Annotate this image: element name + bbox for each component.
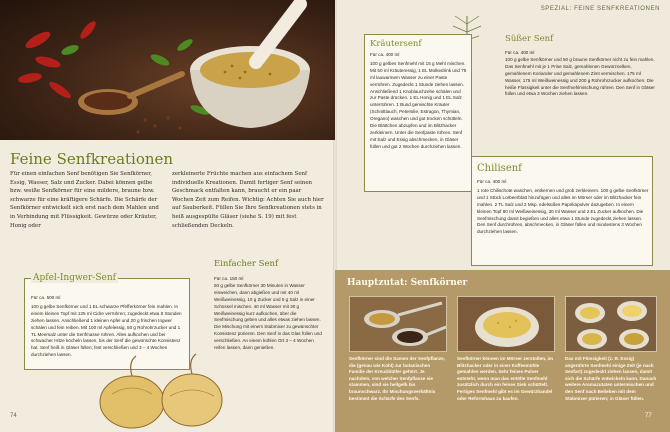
recipe-title-suesser-senf: Süßer Senf (505, 34, 554, 44)
hauptzutat-panel (335, 270, 670, 432)
page-title: Feine Senfkreationen (10, 150, 174, 168)
running-header: SPEZIAL: FEINE SENFKREATIONEN (540, 6, 660, 12)
recipe-box-kraeutersenf (364, 34, 472, 192)
recipe-instructions: 1 rote Chilischote waschen, entkernen und grob zerkleinern. 100 g gelbe Senfkörner und 1 Stück Lorbeerblatt hinzufügen und alles im Mörser oder im Blitzhacker fein mahlen. 2 TL Salz und 2 Msp. edelsüßes Paprikapulver dazugeben. In einem kleinen Topf 80 ml Weißweinessig, 30 ml Wasser und 2 EL Zucker aufkochen. Die Senfmischung damit begießen und alles etwa 1 Stunde zugedeckt ziehen lassen. Den Senf durchrühren, abschmecken, in Gläser füllen und mindestens 3 Wochen durchziehen lassen. (477, 187, 649, 235)
recipe-title: Apfel-Ingwer-Senf (33, 273, 116, 283)
recipe-title-einfacher-senf: Einfacher Senf (214, 259, 279, 269)
page-number-right: 77 (645, 413, 652, 419)
photo-mustard-seeds-spoons (349, 296, 447, 352)
recipe-yield: Für ca. 150 ml (214, 276, 244, 281)
recipe-body (477, 179, 649, 238)
hero-photo-mortar-mustard-seeds (0, 0, 335, 140)
recipe-body-einfacher-senf (214, 276, 324, 352)
recipe-instructions: 100 g gelbes Senfmehl mit 15 g Mehl mischen. Mit 50 ml Kräuteressig, 1 EL Molkedrink und 75 ml lauwarmem Wasser zu einer Paste verrühren. Zugedeckt 1 Stunde ziehen lassen. Anschließend 1 Knoblauchzehe schälen und zur Paste drücken. 1 EL Honig und 1 EL Salz unterrühren. 1 Bund gemischte Kräuter (Schnittlauch, Petersilie, Estragon, Thymian, Oregano) waschen und gut trocken schütteln. Die Blättchen abzupfen und im Blitzhacker zerkleinern. Unter die Senfpaste rühren. Senf mit Salz und Essig abschmecken, in Gläser füllen und gut 2 Wochen durchziehen lassen. (370, 60, 467, 149)
photo-ground-mustard-bowl (457, 296, 555, 352)
recipe-body-suesser-senf (505, 50, 655, 98)
recipe-title: Chilisenf (477, 163, 522, 174)
recipe-yield: Für ca. 400 ml (477, 179, 507, 184)
caption-1: Senfkörner sind die Samen der Senfpflanze, die (genau wie Kohl) zur botanischen Familie der Kreuzblütler gehört. Je nachdem, von welcher Senfpflanze sie stammen, sind sie hellgelb bis braunschwarz. Ihr Mischungsverhältnis bestimmt die Schärfe des Senfs. (349, 356, 445, 401)
photo-mustard-dishes (565, 296, 657, 352)
recipe-instructions: 100 g gelbe Senfkörner und 50 g braune Senfkörner nicht zu fein mahlen. Das Senfmehl mit je 1 Prise Salz, gemahlenen Gewürznelken, gemahlenem Koriander und gemahlenem Zimt vermischen. 175 ml Wasser, 175 ml Weißweinessig und 200 g Rohrohrzucker aufkochen. Die heiße Flüssigkeit unter die Senfmehlmischung rühren. Den Senf in Gläser füllen und etwa 3 Wochen ziehen lassen. (505, 56, 655, 97)
recipe-yield: Für ca. 500 ml (31, 295, 61, 300)
caption-2: Senfkörner können im Mörser zerstoßen, im Blitzhacker oder in einer Kaffeemühle gemahlen werden. Sehr feines Pulver entsteht, wenn man das entölte Senfmehl zusätzlich durch ein feines Sieb schüttelt. Fertiges Senfmehl gibt es im Gewürzhandel oder Reformhaus zu kaufen. (457, 356, 553, 401)
onion-illustration (92, 352, 232, 432)
recipe-title: Kräutersenf (370, 39, 422, 49)
intro-text-column-1: Für einen einfachen Senf benötigen Sie Senfkörner, Essig, Wasser, Salz und Zucker. Dabei können gelbe bzw. weiße Senfkörner für eine mildere, braune bzw. schwarze für eine kräftigere Schärfe. Die Schärfe der Senfkörner entwickelt sich erst nach dem Mahlen und in Verbindung mit Flüssigkeit. Gewürze oder Kräuter, Honig oder (10, 171, 159, 229)
intro-text-column-2: zerkleinerte Früchte machen aus einfachem Senf individuelle Kreationen. Damit fertiger Senf seinen Geschmack entfalten kann, braucht er ein paar Wochen Zeit zum Reifen. Wichtig: Achten Sie auch hier auf Sauberkeit. Füllen Sie Ihre Senfkreationen stets in heiß ausgespülte Gläser (siehe S. 19) mit fest schließenden Deckeln. (172, 171, 324, 229)
recipe-yield: Für ca. 400 ml (505, 50, 535, 55)
panel-title: Hauptzutat: Senfkörner (347, 278, 468, 288)
caption-3: Das mit Flüssigkeit (z. B. Essig) angerührte Senfmehl einige Zeit (je nach Senfart) zugedeckt ziehen lassen, damit sich die Schärfe entwickeln kann. Danach weitere Aromazutaten untermischen und den Senf nach Belieben mit dem Stabmixer pürieren; in Gläser füllen. (565, 356, 657, 401)
recipe-box-chilisenf (471, 156, 653, 266)
recipe-yield: Für ca. 400 ml (370, 52, 400, 57)
recipe-instructions: 100 g gelbe Senfkörner und 1 EL schwarze Pfefferkörner fein mahlen. In einem kleinen Topf mit 125 ml Cidre verrühren; zugedeckt etwa 8 Stunden ziehen lassen. Anschließend 1 kleinen Apfel und 20 g frischen Ingwer schälen und fein reiben. Mit 100 ml Apfelessig, 50 g Rohrohrzucker und 1 TL Meersalz unter die Senfmasse rühren. Alles aufkochen und bei schwacher Hitze köcheln lassen, bis der Senf die gewünschte Konsistenz hat. Senf heiß in Gläser füllen; fest verschließen und 3 – 4 Wochen durchziehen lassen. (31, 303, 182, 358)
recipe-instructions: 50 g gelbe Senfkörner 30 Minuten in Wasser einweichen, dann abgießen und mit 40 ml Weißweinessig, 10 g Zucker und 5 g Salz in einer Schüssel mischen. 40 ml Wasser mit 30 g Weißweinessig kurz aufkochen, über die Senfmischung geben und alles etwas ziehen lassen. Die Mischung mit einem Stabmixer zu gewünschter Konsistenz pürieren. Den Senf in das Glas füllen und verschließen. An einem kühlen Ort 3 – 4 Wochen reifen lassen, dann genießen. (214, 282, 322, 351)
recipe-body (370, 52, 468, 153)
page-number-left: 74 (10, 413, 17, 419)
